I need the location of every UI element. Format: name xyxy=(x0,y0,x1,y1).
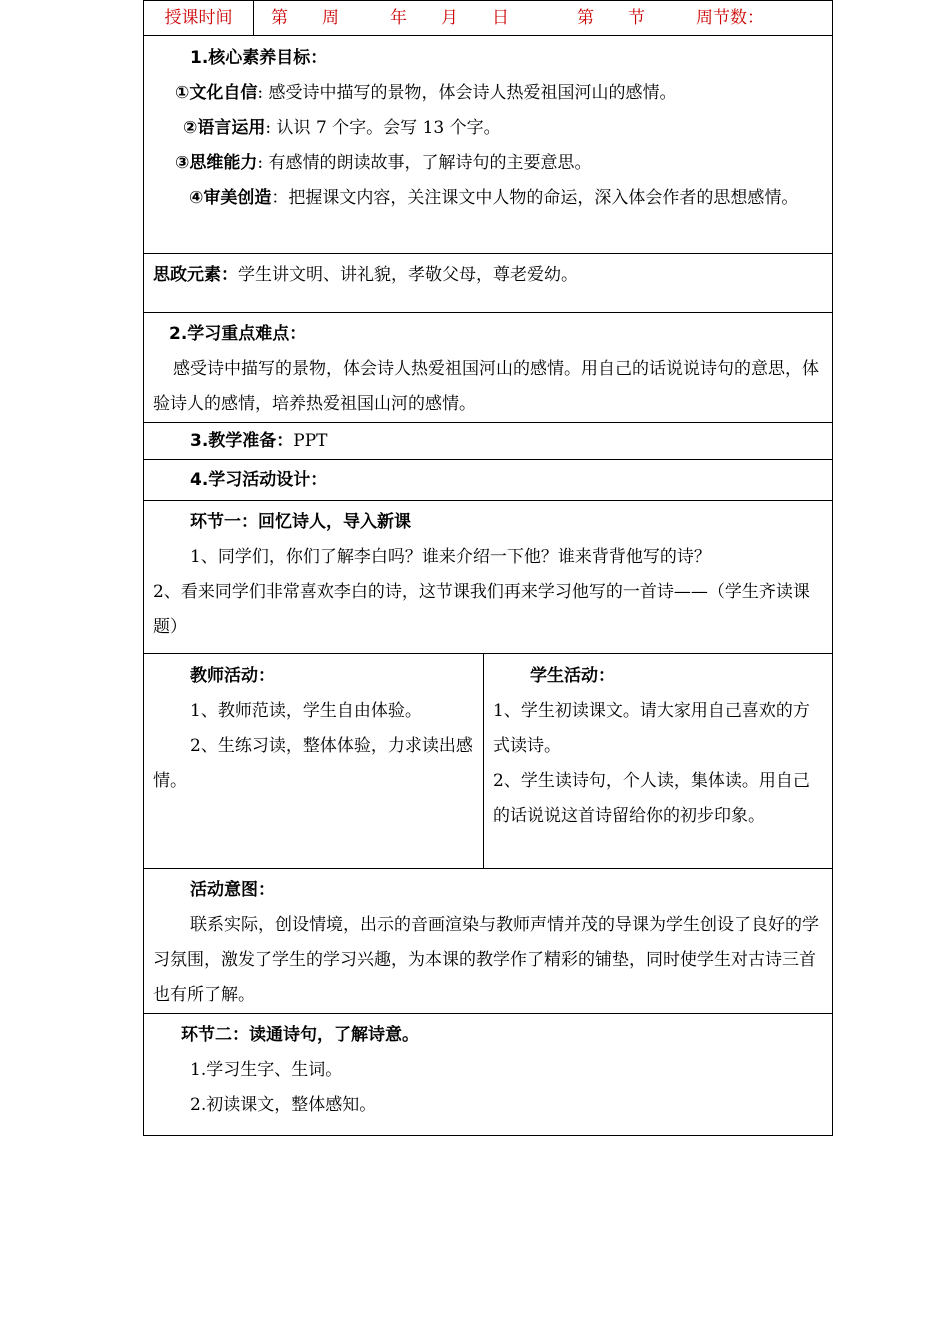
intent-text: 联系实际，创设情境，出示的音画渲染与教师声情并茂的导课为学生创设了良好的学习氛围，激发了学生的学习兴趣，为本课的教学作了精彩的铺垫，同时使学生对古诗三首也有所了解。 xyxy=(153,915,819,1005)
time-label: 授课时间 xyxy=(144,1,254,36)
goal-item-thinking xyxy=(153,146,823,181)
section1-title: 环节一：回忆诗人，导入新课 xyxy=(190,512,411,532)
teacher-activity-line2: 2、生练习读，整体体验，力求读出感情。 xyxy=(153,736,473,791)
section2-title: 环节二：读通诗句，了解诗意。 xyxy=(181,1025,419,1045)
ideology-row xyxy=(144,254,833,313)
intent-title: 活动意图： xyxy=(190,880,275,900)
student-activity-line2: 2、学生读诗句，个人读，集体读。用自己的话说说这首诗留给你的初步印象。 xyxy=(493,771,810,826)
goal-text: : 认识 7 个字。会写 13 个字。 xyxy=(265,118,501,138)
header-row xyxy=(144,1,833,36)
section1-line2: 2、看来同学们非常喜欢李白的诗，这节课我们再来学习他写的一首诗——（学生齐读课题） xyxy=(153,582,810,637)
goal-label: ①文化自信 xyxy=(175,83,258,103)
preparation-label: 3.教学准备： xyxy=(190,431,294,451)
time-fields: 第 周 年 月 日 第 节 周节数： xyxy=(254,1,833,36)
goal-item-aesthetic xyxy=(153,181,823,216)
goal-label: ②语言运用 xyxy=(183,118,266,138)
ideology-label: 思政元素： xyxy=(153,265,238,285)
activity-design-title: 4.学习活动设计： xyxy=(190,470,328,490)
section1-line1: 1、同学们，你们了解李白吗？谁来介绍一下他？谁来背背他写的诗？ xyxy=(190,547,711,567)
section2-line2: 2.初读课文，整体感知。 xyxy=(190,1095,377,1115)
goal-text: ：把握课文内容，关注课文中人物的命运，深入体会作者的思想感情。 xyxy=(271,188,799,208)
goal-item-culture xyxy=(153,76,823,111)
key-points-text: 感受诗中描写的景物，体会诗人热爱祖国河山的感情。用自己的话说说诗句的意思，体验诗人的感情，培养热爱祖国山河的感情。 xyxy=(153,359,819,414)
student-activity-title: 学生活动： xyxy=(530,666,615,686)
section2-line1: 1.学习生字、生词。 xyxy=(190,1060,343,1080)
intent-row xyxy=(144,869,833,1014)
lesson-plan-document xyxy=(143,0,832,1136)
key-points-row xyxy=(144,313,833,423)
section1-row xyxy=(144,501,833,654)
student-activity-line1: 1、学生初读课文。请大家用自己喜欢的方式读诗。 xyxy=(493,701,810,756)
section2-row xyxy=(144,1014,833,1136)
activity-design-row xyxy=(144,460,833,501)
goals-row xyxy=(144,36,833,254)
goal-label: ③思维能力 xyxy=(175,153,258,173)
goal-text: : 有感情的朗读故事，了解诗句的主要意思。 xyxy=(257,153,592,173)
ideology-line xyxy=(153,258,823,293)
goal-label: ④审美创造 xyxy=(189,188,272,208)
ideology-text: 学生讲文明、讲礼貌，孝敬父母，尊老爱幼。 xyxy=(238,265,578,285)
lesson-plan-table xyxy=(143,0,833,1136)
preparation-value: PPT xyxy=(293,431,328,451)
teacher-activity-cell xyxy=(144,654,484,869)
teacher-activity-line1: 1、教师范读，学生自由体验。 xyxy=(190,701,422,721)
goal-text: : 感受诗中描写的景物，体会诗人热爱祖国河山的感情。 xyxy=(257,83,677,103)
key-points-title: 2.学习重点难点： xyxy=(169,324,307,344)
preparation-line xyxy=(153,423,823,459)
goals-title: 1.核心素养目标： xyxy=(190,48,328,68)
activities-row xyxy=(144,654,833,869)
student-activity-cell xyxy=(484,654,833,869)
goal-item-language xyxy=(153,111,823,146)
preparation-row xyxy=(144,423,833,460)
teacher-activity-title: 教师活动： xyxy=(190,666,275,686)
